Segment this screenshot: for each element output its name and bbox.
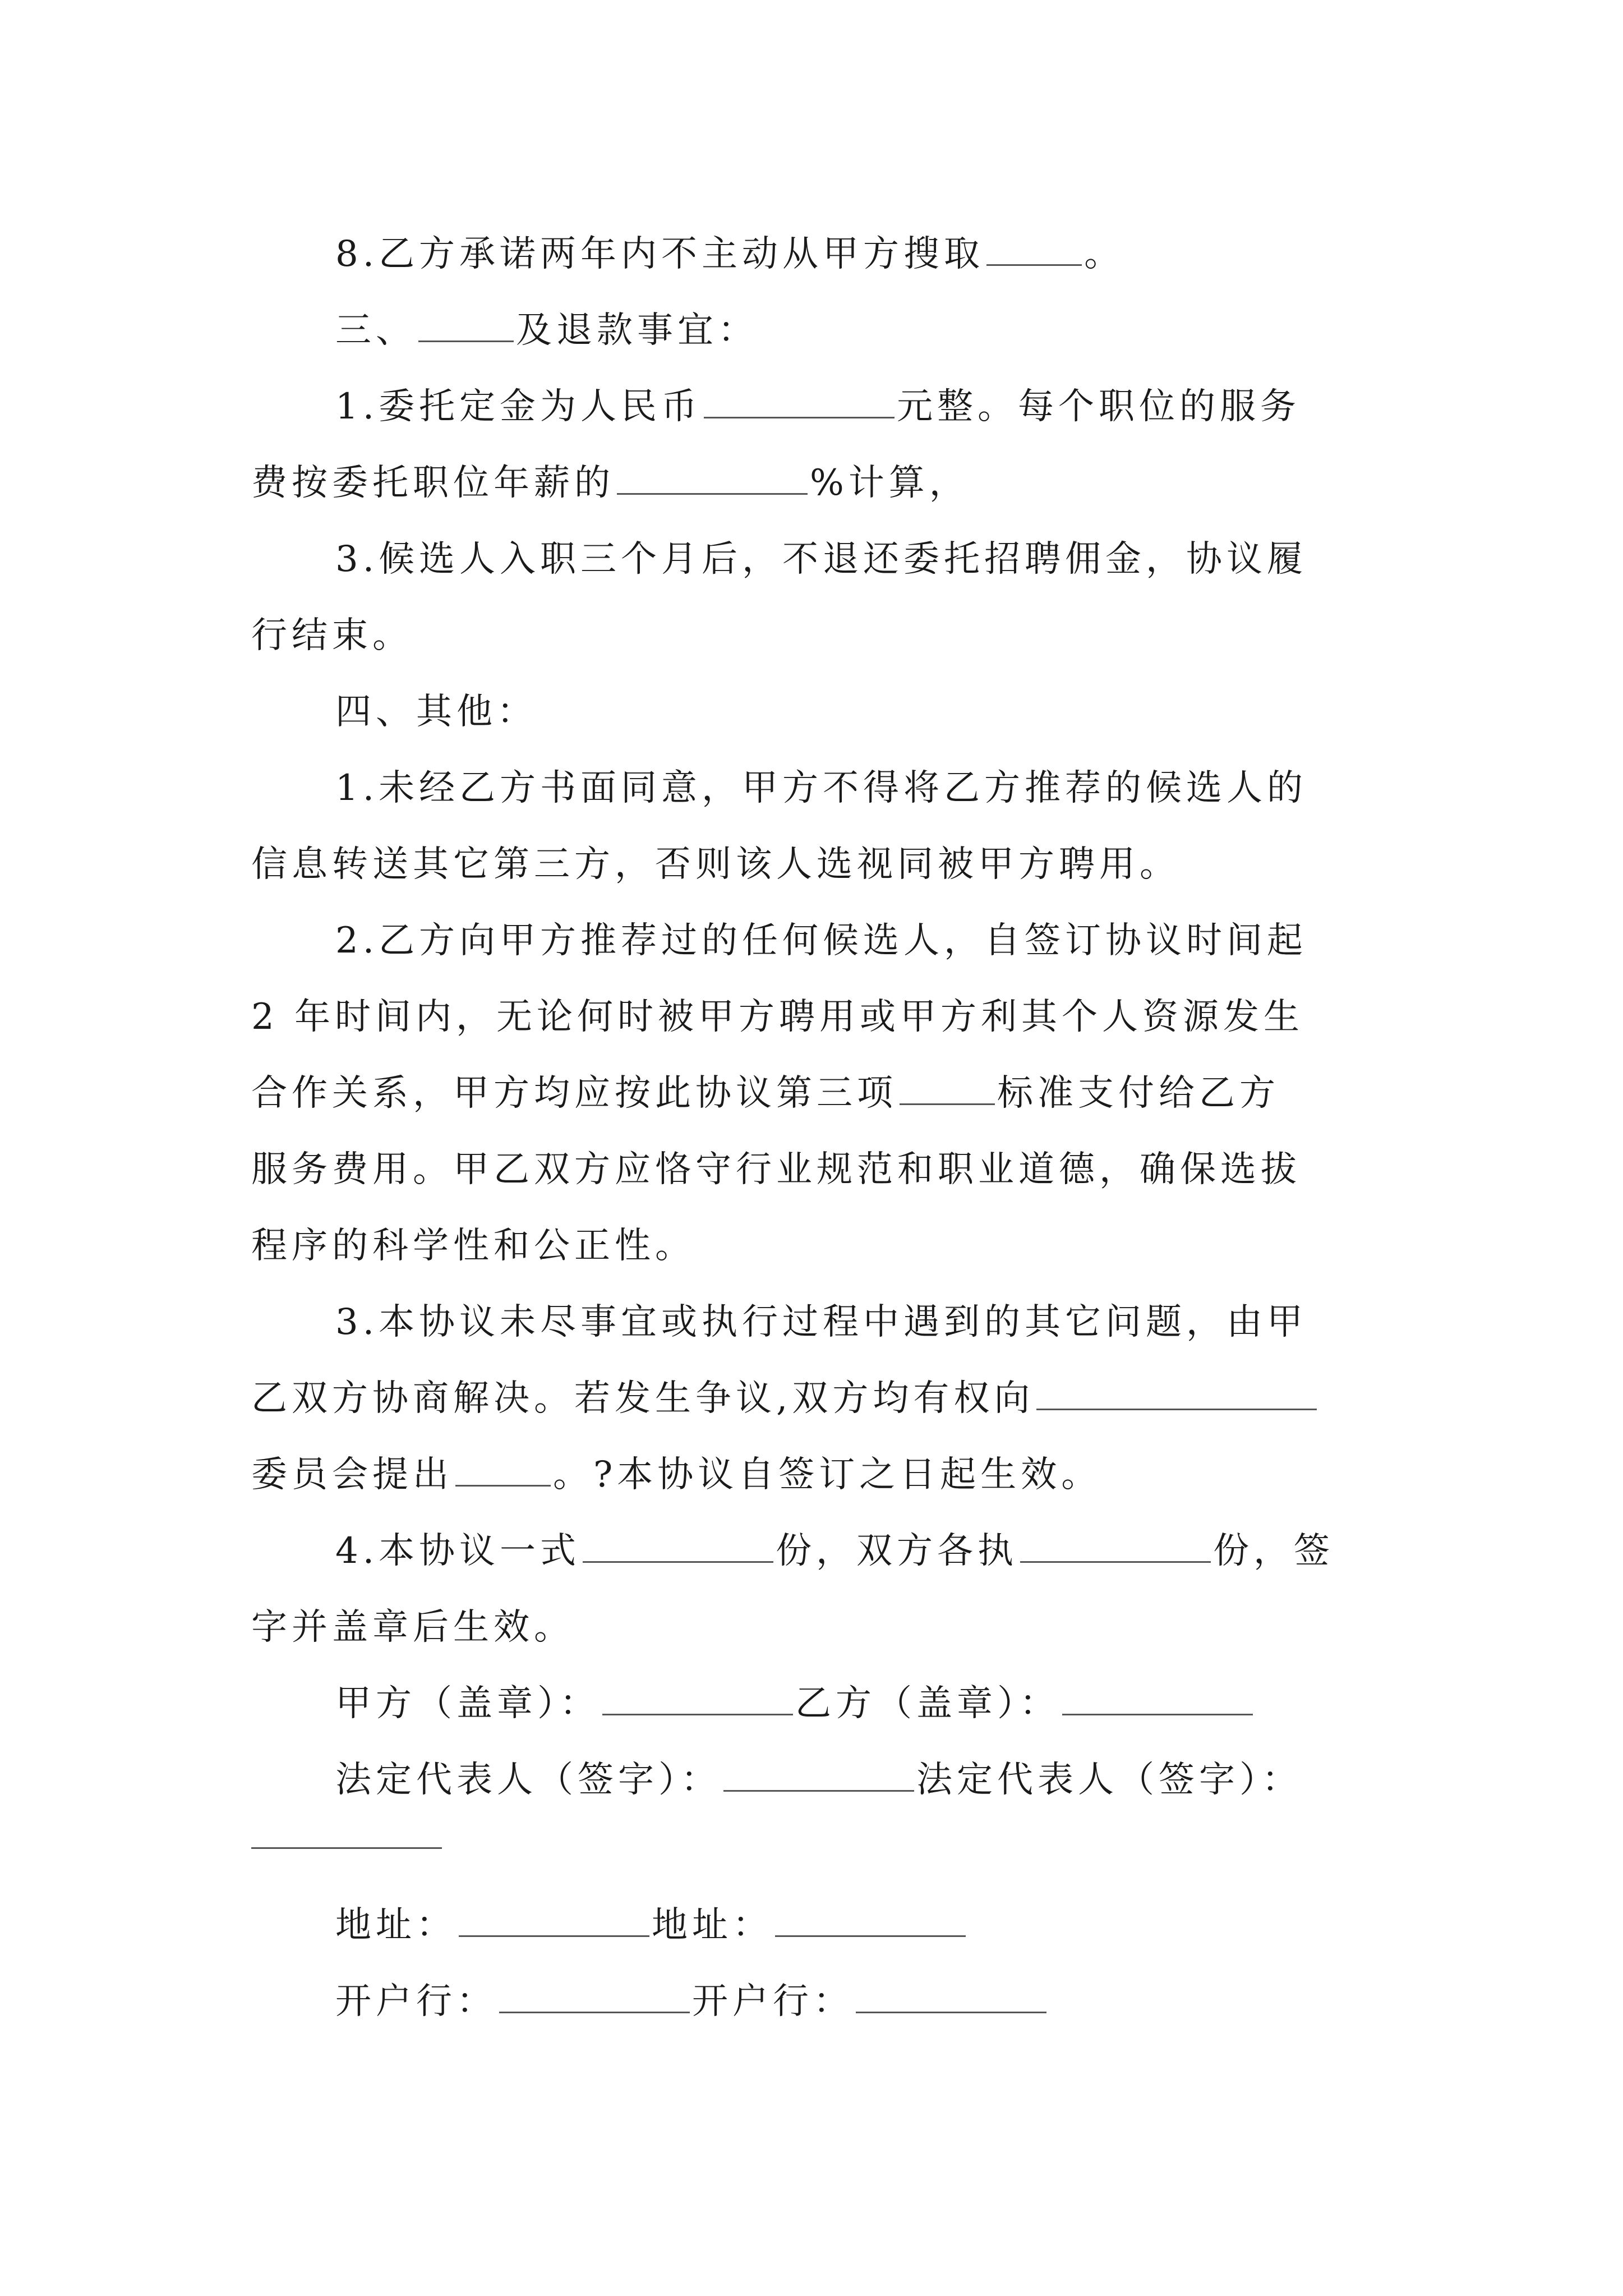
line-text: 3.本协议未尽事宜或执行过程中遇到的其它问题，由甲: [335, 1301, 1308, 1343]
fill-in-blank: [900, 1072, 995, 1105]
fill-in-blank: [723, 1759, 914, 1792]
fill-in-blank: [617, 462, 808, 495]
line-text: 元整。每个职位的服务: [897, 386, 1301, 427]
line-text: 开户行：: [692, 1981, 854, 2022]
line-text: 费按委托职位年薪的: [251, 462, 615, 504]
line-text: 地址：: [335, 1904, 457, 1946]
document-line: [251, 1589, 1378, 1665]
document-line: [251, 1437, 1378, 1513]
document-line: [251, 521, 1378, 597]
document-line: [251, 979, 1378, 1055]
document-line: [251, 1513, 1378, 1589]
document-line: [251, 1742, 1378, 1818]
document-body: [251, 216, 1378, 2040]
line-text: 程序的科学性和公正性。: [251, 1225, 695, 1267]
document-line: [251, 1284, 1378, 1360]
document-line: [251, 369, 1378, 445]
line-text: 甲方（盖章）：: [335, 1683, 600, 1724]
document-line: [251, 597, 1378, 674]
document-line: [251, 1963, 1378, 2040]
line-text: %计算，: [810, 462, 970, 504]
document-line: [251, 903, 1378, 979]
document-line: [251, 292, 1378, 369]
fill-in-blank: [775, 1904, 966, 1937]
document-line: [251, 1360, 1378, 1437]
line-text: 开户行：: [335, 1981, 497, 2022]
document-line: [251, 1131, 1378, 1208]
fill-in-blank: [986, 233, 1082, 266]
line-text: 四、其他：: [335, 691, 537, 733]
line-text: 2 年时间内，无论何时被甲方聘用或甲方利其个人资源发生: [251, 996, 1304, 1038]
fill-in-blank: [455, 1453, 551, 1487]
fill-in-blank: [1020, 1530, 1211, 1563]
signature-blank-line: [251, 1847, 442, 1849]
document-line: [251, 1665, 1378, 1742]
line-text: 合作关系，甲方均应按此协议第三项: [251, 1073, 897, 1114]
line-text: 乙方（盖章）：: [795, 1683, 1060, 1724]
line-text: 行结束。: [251, 615, 413, 656]
line-text: 委员会提出: [251, 1454, 453, 1496]
line-text: 服务费用。甲乙双方应恪守行业规范和职业道德，确保选拔: [251, 1149, 1301, 1190]
line-text: 乙双方协商解决。若发生争议,双方均有权向: [251, 1378, 1035, 1419]
line-text: 及退款事宜：: [516, 310, 758, 351]
line-text: 份，签: [1213, 1530, 1335, 1572]
line-text: 。?本协议自签订之日起生效。: [553, 1454, 1102, 1496]
document-line: [251, 216, 1378, 292]
line-text: 字并盖章后生效。: [251, 1607, 574, 1648]
document-line: [251, 1887, 1378, 1963]
line-text: 份，双方各执: [776, 1530, 1018, 1572]
document-line: [251, 445, 1378, 521]
fill-in-blank: [499, 1980, 690, 2013]
line-text: 地址：: [652, 1904, 773, 1946]
fill-in-blank: [418, 309, 514, 342]
document-line: [251, 1208, 1378, 1284]
line-text: 法定代表人（签字）：: [916, 1759, 1302, 1801]
line-text: 。: [1084, 233, 1125, 275]
document-line: [251, 674, 1378, 750]
line-text: 标准支付给乙方: [997, 1073, 1280, 1114]
fill-in-blank: [704, 385, 895, 418]
line-text: 8.乙方承诺两年内不主动从甲方搜取: [335, 233, 985, 275]
document-line: [251, 750, 1378, 826]
document-line: [251, 826, 1378, 903]
document-line: [251, 1055, 1378, 1131]
line-text: 2.乙方向甲方推荐过的任何候选人，自签订协议时间起: [335, 920, 1308, 961]
fill-in-blank: [459, 1904, 649, 1937]
fill-in-blank: [1036, 1377, 1317, 1410]
line-text: 1.未经乙方书面同意，甲方不得将乙方推荐的候选人的: [335, 767, 1308, 809]
fill-in-blank: [1062, 1682, 1253, 1715]
fill-in-blank: [583, 1530, 773, 1563]
fill-in-blank: [602, 1682, 793, 1715]
fill-in-blank: [856, 1980, 1046, 2013]
line-text: 法定代表人（签字）：: [335, 1759, 721, 1801]
line-text: 信息转送其它第三方，否则该人选视同被甲方聘用。: [251, 844, 1180, 885]
line-text: 1.委托定金为人民币: [335, 386, 702, 427]
line-text: 三、: [335, 310, 416, 351]
line-text: 4.本协议一式: [335, 1530, 581, 1572]
line-text: 3.候选人入职三个月后，不退还委托招聘佣金，协议履: [335, 539, 1308, 580]
